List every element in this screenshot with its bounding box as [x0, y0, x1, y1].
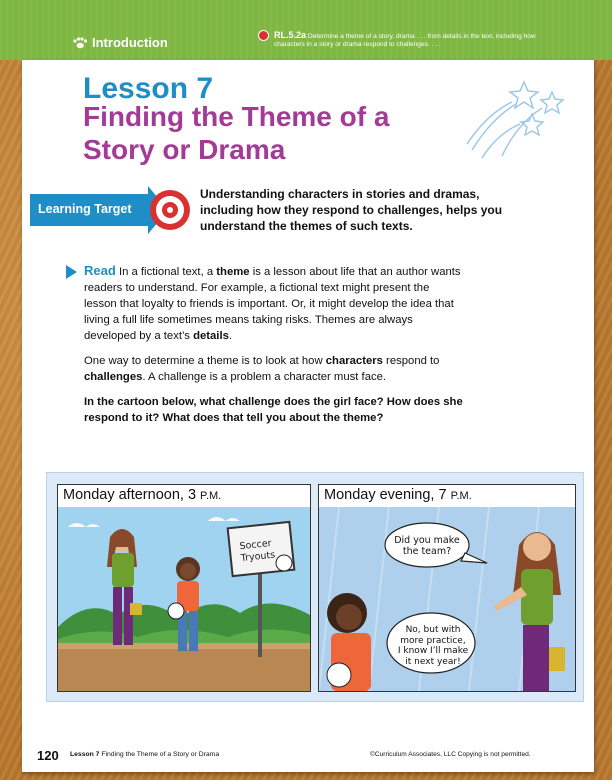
- panel2-caption-text: Monday evening, 7: [324, 487, 447, 503]
- cartoon-panel-1: [57, 484, 311, 692]
- read-text: In a fictional text, a: [118, 266, 217, 278]
- cartoon-panel-2: [318, 484, 576, 692]
- term-characters: characters: [325, 355, 383, 367]
- read-section: [84, 263, 464, 435]
- standard-code: RL.5.2a: [274, 30, 307, 40]
- page-number: 120: [37, 748, 59, 763]
- panel1-scene: [58, 507, 310, 691]
- term-challenges: challenges: [84, 371, 143, 383]
- read-text: . A challenge is a problem a character must face.: [142, 371, 387, 383]
- mom-bubble-text: [389, 535, 465, 557]
- term-theme: theme: [216, 266, 250, 278]
- standard-text-line1: Determine a theme of a story, drama . . . from details in the text, including how: [307, 33, 536, 40]
- girl-bubble-text: [391, 625, 475, 667]
- girl-bubble-line2: more practice,: [400, 635, 466, 646]
- shooting-stars-icon: [462, 74, 572, 164]
- sign-line1: Soccer: [239, 537, 273, 553]
- standard-text-line2: characters in a story or drama respond to challenges. . . .: [274, 41, 441, 48]
- read-text: One way to determine a theme is to look at how: [84, 355, 326, 367]
- panel2-caption: [324, 487, 472, 503]
- standard-bullet-icon: [258, 30, 269, 41]
- mom-bubble-line1: Did you make: [394, 535, 460, 546]
- read-arrow-icon: [66, 265, 77, 279]
- lesson-number: Lesson 7: [83, 72, 214, 105]
- lesson-title-line1: Finding the Theme of a: [83, 101, 390, 132]
- read-text: is a lesson about life that an author wants readers to understand. For example, a fictional text might present the lesson that loyalty to friends is important. Or, it might develop the idea that living a full life sometimes means taking risks. Themes are always developed by a text’s: [84, 266, 461, 342]
- footer-copyright: ©Curriculum Associates, LLC Copying is not permitted.: [370, 751, 531, 758]
- sign-line2: Tryouts: [240, 549, 276, 565]
- lesson-title-line2: Story or Drama: [83, 134, 286, 165]
- panel2-caption-suffix: P.M.: [450, 490, 472, 502]
- girl-figure: [327, 593, 371, 691]
- read-text: respond to: [382, 355, 440, 367]
- lesson-title: [83, 100, 443, 166]
- learning-target-line3: understand the themes of such texts.: [200, 219, 413, 233]
- paw-print-icon: [72, 37, 88, 49]
- learning-target-text: [200, 186, 520, 234]
- girl-bubble-line4: it next year!: [405, 656, 461, 667]
- read-label: Read: [84, 263, 116, 278]
- footer-lesson: [70, 751, 219, 758]
- girl-bubble-line3: I know I’ll make: [397, 646, 469, 656]
- read-text: .: [228, 330, 233, 342]
- read-question: In the cartoon below, what challenge does the girl face? How does she respond to it? What does that tell you about the theme?: [84, 396, 463, 424]
- panel1-caption-suffix: P.M.: [200, 490, 222, 502]
- read-paragraph-1: [84, 263, 464, 344]
- page-footer: [22, 742, 594, 772]
- section-label-text: Introduction: [92, 35, 168, 50]
- girl-bubble-line1: No, but with: [405, 625, 461, 635]
- target-icon: [150, 190, 190, 230]
- read-paragraph-2: [84, 353, 464, 385]
- learning-target-label: Learning Target: [38, 202, 132, 216]
- panel1-caption: [63, 487, 221, 503]
- footer-lesson-title: Finding the Theme of a Story or Drama: [101, 751, 220, 758]
- learning-target-line2: including how they respond to challenges, helps you: [200, 203, 503, 217]
- mom-bubble-line2: the team?: [402, 546, 452, 557]
- term-details: details: [193, 330, 229, 342]
- learning-target-line1: Understanding characters in stories and dramas,: [200, 187, 480, 201]
- soccer-tryouts-sign: [228, 522, 295, 576]
- section-label: [72, 35, 168, 50]
- panel1-caption-text: Monday afternoon, 3: [63, 487, 197, 503]
- footer-lesson-label: Lesson 7: [70, 751, 100, 758]
- standard-note: [258, 31, 598, 49]
